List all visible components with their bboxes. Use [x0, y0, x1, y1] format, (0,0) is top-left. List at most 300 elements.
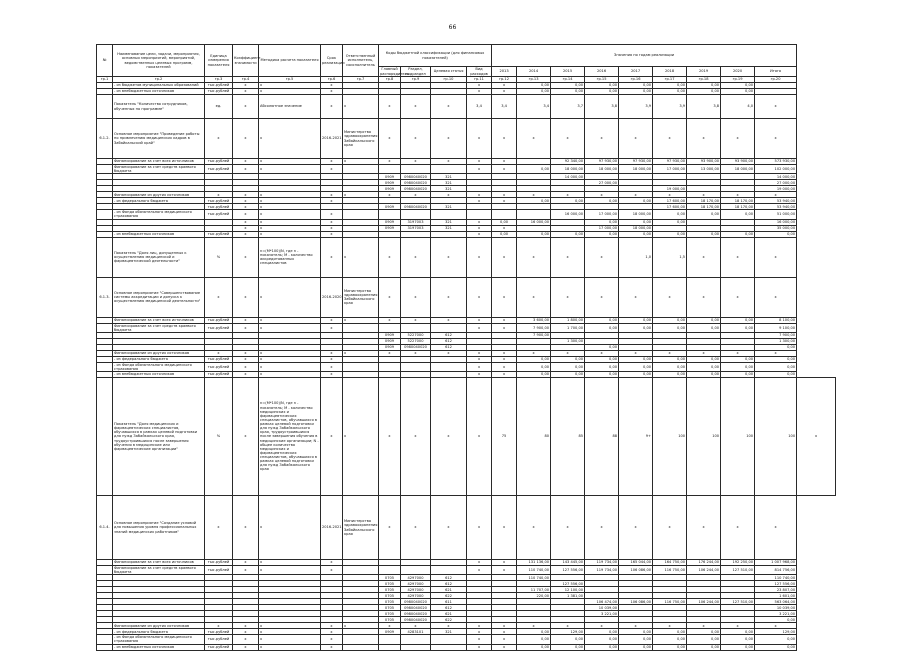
- table-cell: х: [585, 496, 619, 560]
- header-total: Итого: [755, 67, 797, 77]
- table-cell: 0,00: [585, 635, 619, 644]
- table-cell: 106 244,00: [687, 599, 721, 605]
- table-cell: 18 000,00: [619, 165, 653, 174]
- table-cell: х: [233, 496, 259, 560]
- table-cell: х: [467, 237, 492, 277]
- table-cell: тыс.рублей: [205, 210, 233, 219]
- table-cell: х: [401, 95, 431, 119]
- table-cell: 0,00: [653, 644, 687, 650]
- table-cell: х: [467, 317, 492, 323]
- table-cell: 110 740,00: [755, 575, 797, 581]
- table-cell: х: [517, 119, 551, 159]
- table-cell: х: [401, 496, 431, 560]
- table-cell: Основное мероприятие "Создание условий для повышения уровня профессиональных знаний медицинских работников": [113, 496, 205, 560]
- table-cell: х: [492, 566, 517, 575]
- table-cell: тыс.рублей: [205, 372, 233, 378]
- table-cell: х: [653, 623, 687, 629]
- table-cell: 0705: [379, 611, 401, 617]
- table-cell: х: [205, 623, 233, 629]
- table-row: [97, 496, 836, 560]
- table-cell: х: [205, 350, 233, 356]
- table-cell: 18 170,00: [721, 204, 755, 210]
- table-cell: - из Фонда обязательного медицинского страхования: [113, 635, 205, 644]
- table-cell: 0,00: [492, 219, 517, 225]
- table-cell: 0,00: [619, 219, 653, 225]
- table-cell: Основное мероприятие "Совершенствование системы аккредитации и допуска к осуществлению медицинской деятельности": [113, 277, 205, 317]
- table-cell: х: [401, 192, 431, 198]
- table-cell: 321: [431, 174, 467, 180]
- table-cell: 622: [431, 593, 467, 599]
- table-row: [97, 237, 836, 277]
- table-cell: х: [259, 623, 321, 629]
- table-cell: х: [431, 159, 467, 165]
- table-cell: 17 600,00: [653, 198, 687, 204]
- table-cell: 0705: [379, 605, 401, 611]
- table-cell: [401, 210, 431, 219]
- table-cell: Абсолютное значение: [259, 95, 321, 119]
- table-header: [97, 45, 836, 83]
- table-cell: 129,00: [551, 629, 585, 635]
- table-cell: х: [259, 362, 321, 371]
- table-cell: - из федерального бюджета: [113, 356, 205, 362]
- table-cell: %: [205, 237, 233, 277]
- table-cell: 3197003: [401, 225, 431, 231]
- table-cell: 1 800,00: [551, 317, 585, 323]
- table-cell: х: [233, 198, 259, 204]
- table-cell: х: [585, 623, 619, 629]
- table-cell: х: [321, 159, 343, 165]
- table-cell: х: [755, 496, 797, 560]
- table-cell: 97 930,00: [585, 159, 619, 165]
- table-cell: 0,00: [619, 372, 653, 378]
- table-cell: 0,00: [619, 198, 653, 204]
- table-cell: 0,00: [721, 644, 755, 650]
- table-cell: х: [755, 277, 797, 317]
- table-cell: 176 244,00: [687, 560, 721, 566]
- table-cell: 0,00: [551, 231, 585, 237]
- table-cell: - из внебюджетных источников: [113, 89, 205, 95]
- table-cell: 0,00: [653, 317, 687, 323]
- table-cell: 0,00: [687, 372, 721, 378]
- table-cell: х: [259, 566, 321, 575]
- table-cell: 3,7: [551, 95, 585, 119]
- table-cell: х: [492, 356, 517, 362]
- table-cell: х: [233, 95, 259, 119]
- table-cell: 17 000,00: [653, 165, 687, 174]
- table-cell: [431, 362, 467, 371]
- table-cell: 0,00: [755, 372, 797, 378]
- table-cell: х: [721, 237, 755, 277]
- column-number: гр.13: [517, 77, 551, 83]
- table-cell: 0705: [379, 617, 401, 623]
- table-cell: 19 000,00: [653, 186, 687, 192]
- table-cell: 612: [431, 344, 467, 350]
- table-cell: 612: [431, 605, 467, 611]
- table-cell: [97, 362, 113, 371]
- table-cell: 17 000,00: [585, 225, 619, 231]
- table-cell: 0,00: [755, 362, 797, 371]
- table-cell: х: [721, 277, 755, 317]
- header-budget-code: Коды бюджетной классификации (для финансовых показателей): [379, 45, 492, 67]
- table-cell: [343, 362, 379, 371]
- table-cell: 0705: [379, 587, 401, 593]
- table-cell: - из Фонда обязательного медицинского страхования: [113, 210, 205, 219]
- table-cell: 0,00: [551, 89, 585, 95]
- table-cell: 119 734,00: [585, 566, 619, 575]
- table-cell: х: [467, 231, 492, 237]
- table-cell: х: [205, 119, 233, 159]
- table-cell: 0909: [379, 225, 401, 231]
- table-cell: 0,00: [517, 198, 551, 204]
- table-cell: [401, 165, 431, 174]
- table-cell: 18 000,00: [721, 165, 755, 174]
- table-cell: х: [492, 159, 517, 165]
- table-cell: х: [431, 623, 467, 629]
- table-cell: 0,00: [619, 89, 653, 95]
- table-cell: [343, 566, 379, 575]
- table-cell: х: [379, 623, 401, 629]
- table-cell: 93 900,00: [721, 159, 755, 165]
- table-cell: х: [551, 496, 585, 560]
- table-cell: 0,00: [619, 635, 653, 644]
- header-year: 2014: [517, 67, 551, 77]
- table-cell: х: [233, 225, 259, 231]
- table-cell: 0,00: [517, 372, 551, 378]
- table-cell: Финансирование за счет всех источников: [113, 317, 205, 323]
- table-cell: х: [619, 192, 653, 198]
- table-cell: х: [343, 623, 379, 629]
- table-cell: Финансирование за счет всех источников: [113, 560, 205, 566]
- table-cell: 0,00: [551, 356, 585, 362]
- header-responsible: Ответственный исполнитель, соисполнитель: [343, 45, 379, 77]
- table-cell: х: [321, 83, 343, 89]
- table-row: [97, 210, 836, 219]
- table-cell: 0,00: [721, 231, 755, 237]
- table-cell: х: [379, 378, 401, 496]
- table-cell: х: [653, 350, 687, 356]
- header-year: 2017: [619, 67, 653, 77]
- table-cell: х: [551, 119, 585, 159]
- table-cell: 3,4: [492, 95, 517, 119]
- table-cell: 18 000,00: [551, 165, 585, 174]
- table-cell: 0980040020: [401, 174, 431, 180]
- table-cell: х: [467, 560, 492, 566]
- table-cell: 321: [431, 225, 467, 231]
- table-cell: х: [431, 192, 467, 198]
- table-cell: х: [467, 372, 492, 378]
- table-cell: х: [467, 362, 492, 371]
- table-cell: х: [343, 159, 379, 165]
- table-row: [97, 635, 836, 644]
- table-cell: х: [343, 378, 379, 496]
- page-number: 66: [448, 24, 457, 31]
- table-cell: 622: [431, 617, 467, 623]
- table-cell: х: [431, 237, 467, 277]
- table-cell: х: [233, 566, 259, 575]
- table-cell: х: [755, 95, 797, 119]
- column-number: гр.6: [321, 77, 343, 83]
- table-cell: х: [467, 165, 492, 174]
- header-name: Наименование цели, задачи, мероприятия, основных мероприятий, мероприятий, ведомственных целевых программ, показателей: [113, 45, 205, 77]
- table-cell: 0,00: [517, 89, 551, 95]
- table-cell: Министерство здравоохранения Забайкальского края: [343, 277, 379, 317]
- table-cell: х: [431, 317, 467, 323]
- table-cell: 14 000,00: [755, 174, 797, 180]
- table-cell: 0,00: [517, 629, 551, 635]
- table-cell: 16 000,00: [551, 210, 585, 219]
- table-cell: [467, 210, 492, 219]
- table-cell: 0,00: [721, 83, 755, 89]
- table-cell: 0,00: [619, 317, 653, 323]
- table-cell: 321: [431, 186, 467, 192]
- header-grbs: Главный распорядитель: [380, 67, 409, 76]
- table-cell: 1 300,00: [551, 338, 585, 344]
- table-cell: х: [233, 317, 259, 323]
- table-cell: х: [379, 95, 401, 119]
- table-cell: х: [687, 350, 721, 356]
- table-cell: 0,00: [653, 231, 687, 237]
- table-cell: х: [259, 629, 321, 635]
- table-cell: 0,00: [721, 372, 755, 378]
- table-cell: 3,4: [517, 95, 551, 119]
- table-cell: х: [259, 119, 321, 159]
- table-cell: 0980040020: [401, 180, 431, 186]
- column-number: гр.9: [401, 77, 431, 83]
- table-cell: х: [321, 362, 343, 371]
- table-cell: 100: [755, 378, 797, 496]
- header-num: №: [97, 45, 113, 77]
- table-cell: х: [259, 560, 321, 566]
- table-cell: х: [467, 89, 492, 95]
- table-cell: 6.1.3.: [97, 277, 113, 317]
- table-cell: х: [379, 496, 401, 560]
- table-cell: 0,00: [619, 629, 653, 635]
- header-year: 2019: [687, 67, 721, 77]
- table-cell: 0,00: [653, 635, 687, 644]
- table-cell: 0,00: [687, 317, 721, 323]
- table-cell: 0,00: [721, 362, 755, 371]
- table-cell: 165 044,00: [619, 560, 653, 566]
- table-cell: х: [259, 159, 321, 165]
- table-cell: [401, 644, 431, 650]
- table-cell: 110 740,00: [517, 566, 551, 575]
- table-row: [97, 323, 836, 332]
- header-year: 2020: [721, 67, 755, 77]
- table-cell: 0,00: [517, 362, 551, 371]
- table-cell: х: [687, 623, 721, 629]
- table-cell: 612: [431, 332, 467, 338]
- table-cell: 14 000,00: [551, 174, 585, 180]
- column-number: гр.19: [721, 77, 755, 83]
- table-cell: 8 100,00: [755, 317, 797, 323]
- table-cell: - из Фонда обязательного медицинского страхования: [113, 362, 205, 371]
- table-cell: х: [233, 231, 259, 237]
- table-cell: х: [492, 496, 517, 560]
- column-number: гр.10: [431, 77, 467, 83]
- table-cell: 0,00: [653, 83, 687, 89]
- table-cell: х: [401, 119, 431, 159]
- table-cell: х: [721, 496, 755, 560]
- table-cell: х: [259, 356, 321, 362]
- table-cell: х: [259, 192, 321, 198]
- table-cell: [431, 323, 467, 332]
- table-cell: х: [585, 350, 619, 356]
- table-cell: 127 556,00: [755, 581, 797, 587]
- table-cell: 17 000,00: [585, 210, 619, 219]
- table-cell: х: [259, 89, 321, 95]
- table-cell: Показатель "Количество сотрудников, обученных по программе": [113, 95, 205, 119]
- header-coef: Коэффициент значимости: [233, 45, 259, 77]
- table-cell: 0,00: [721, 323, 755, 332]
- table-cell: 19 000,00: [755, 186, 797, 192]
- table-cell: 220,00: [517, 593, 551, 599]
- table-cell: 321: [431, 629, 467, 635]
- column-number: гр.14: [551, 77, 585, 83]
- table-cell: х: [551, 350, 585, 356]
- table-cell: х: [343, 192, 379, 198]
- table-cell: %: [205, 378, 233, 496]
- table-cell: 4297000: [401, 581, 431, 587]
- table-cell: [97, 635, 113, 644]
- table-cell: 110 740,00: [517, 575, 551, 581]
- table-cell: Финансирование за счет средств краевого бюджета: [113, 323, 205, 332]
- table-cell: х: [233, 204, 259, 210]
- table-cell: 0,00: [517, 165, 551, 174]
- table-cell: х: [321, 192, 343, 198]
- table-cell: тыс.рублей: [205, 159, 233, 165]
- table-cell: [343, 644, 379, 650]
- table-cell: 0,00: [619, 231, 653, 237]
- table-cell: х: [619, 623, 653, 629]
- table-cell: х: [259, 83, 321, 89]
- table-cell: х: [551, 237, 585, 277]
- table-cell: х: [401, 237, 431, 277]
- table-cell: х: [492, 277, 517, 317]
- table-cell: х: [343, 317, 379, 323]
- table-cell: 573 930,00: [755, 159, 797, 165]
- table-cell: 0,00: [653, 219, 687, 225]
- table-cell: х: [259, 225, 321, 231]
- table-cell: х: [233, 237, 259, 277]
- table-cell: х: [687, 119, 721, 159]
- table-cell: 3,8: [585, 95, 619, 119]
- table-cell: х: [492, 83, 517, 89]
- table-cell: х: [431, 119, 467, 159]
- table-cell: 0,00: [619, 362, 653, 371]
- table-cell: х: [467, 644, 492, 650]
- table-row: [97, 119, 836, 159]
- header-target: Целевая статья: [431, 67, 467, 77]
- table-cell: х: [259, 496, 321, 560]
- table-cell: х: [492, 560, 517, 566]
- table-cell: х: [233, 210, 259, 219]
- table-cell: 53 940,00: [755, 198, 797, 204]
- table-cell: 3,9: [653, 95, 687, 119]
- table-cell: х: [492, 192, 517, 198]
- table-cell: тыс.рублей: [205, 165, 233, 174]
- table-cell: х: [321, 198, 343, 204]
- table-cell: 321: [431, 204, 467, 210]
- table-cell: х: [492, 165, 517, 174]
- table-cell: х: [492, 372, 517, 378]
- table-cell: 321: [431, 180, 467, 186]
- table-cell: х: [233, 560, 259, 566]
- table-cell: [379, 635, 401, 644]
- table-cell: х: [259, 644, 321, 650]
- table-cell: 611: [431, 599, 467, 605]
- table-cell: х: [431, 496, 467, 560]
- table-cell: 0,00: [551, 198, 585, 204]
- table-cell: х: [401, 378, 431, 496]
- table-cell: х: [467, 496, 492, 560]
- table-cell: х: [492, 644, 517, 650]
- column-number: гр.4: [233, 77, 259, 83]
- table-cell: х: [259, 198, 321, 204]
- table-cell: х: [431, 95, 467, 119]
- table-cell: [431, 165, 467, 174]
- table-cell: х: [233, 378, 259, 496]
- table-cell: Основное мероприятие "Проведение работы по привлечению медицинских кадров в Забайкальский край": [113, 119, 205, 159]
- table-cell: 612: [431, 581, 467, 587]
- table-cell: 106 474,00: [585, 599, 619, 605]
- table-cell: 0,00: [585, 83, 619, 89]
- column-number: гр.8: [379, 77, 401, 83]
- table-cell: 0909: [379, 186, 401, 192]
- table-cell: 4283101: [401, 629, 431, 635]
- table-cell: 0,00: [755, 617, 797, 623]
- table-cell: 0909: [379, 204, 401, 210]
- table-cell: х: [259, 277, 321, 317]
- table-cell: х: [687, 277, 721, 317]
- table-cell: х: [431, 277, 467, 317]
- table-cell: 0,00: [687, 644, 721, 650]
- table-cell: х: [233, 277, 259, 317]
- table-cell: 0,00: [653, 323, 687, 332]
- table-row: [97, 566, 836, 575]
- table-cell: 0,00: [619, 356, 653, 362]
- table-cell: х: [343, 350, 379, 356]
- table-cell: х: [467, 225, 492, 231]
- table-cell: 0980040020: [401, 186, 431, 192]
- table-cell: 0909: [379, 332, 401, 338]
- table-cell: х: [233, 119, 259, 159]
- table-cell: х: [721, 623, 755, 629]
- table-cell: х: [259, 165, 321, 174]
- table-cell: х: [467, 83, 492, 89]
- column-number: гр.11: [467, 77, 492, 83]
- table-cell: х: [379, 192, 401, 198]
- column-number: гр.12: [492, 77, 517, 83]
- table-cell: х: [517, 496, 551, 560]
- table-cell: 0705: [379, 593, 401, 599]
- table-cell: 814 756,00: [755, 566, 797, 575]
- table-cell: 2016-2021: [321, 119, 343, 159]
- table-cell: 0,00: [653, 629, 687, 635]
- table-cell: 0,00: [585, 362, 619, 371]
- table-cell: х: [259, 210, 321, 219]
- table-row: [97, 378, 836, 496]
- table-cell: х: [233, 372, 259, 378]
- table-cell: 3 221,00: [585, 611, 619, 617]
- table-cell: 0705: [379, 575, 401, 581]
- table-cell: 18 170,00: [721, 198, 755, 204]
- table-cell: Финансирование за счет средств краевого бюджета: [113, 566, 205, 575]
- table-cell: 119 734,00: [585, 560, 619, 566]
- table-cell: 0,00: [687, 629, 721, 635]
- table-cell: х: [321, 219, 343, 225]
- table-cell: [97, 237, 113, 277]
- table-cell: х: [431, 350, 467, 356]
